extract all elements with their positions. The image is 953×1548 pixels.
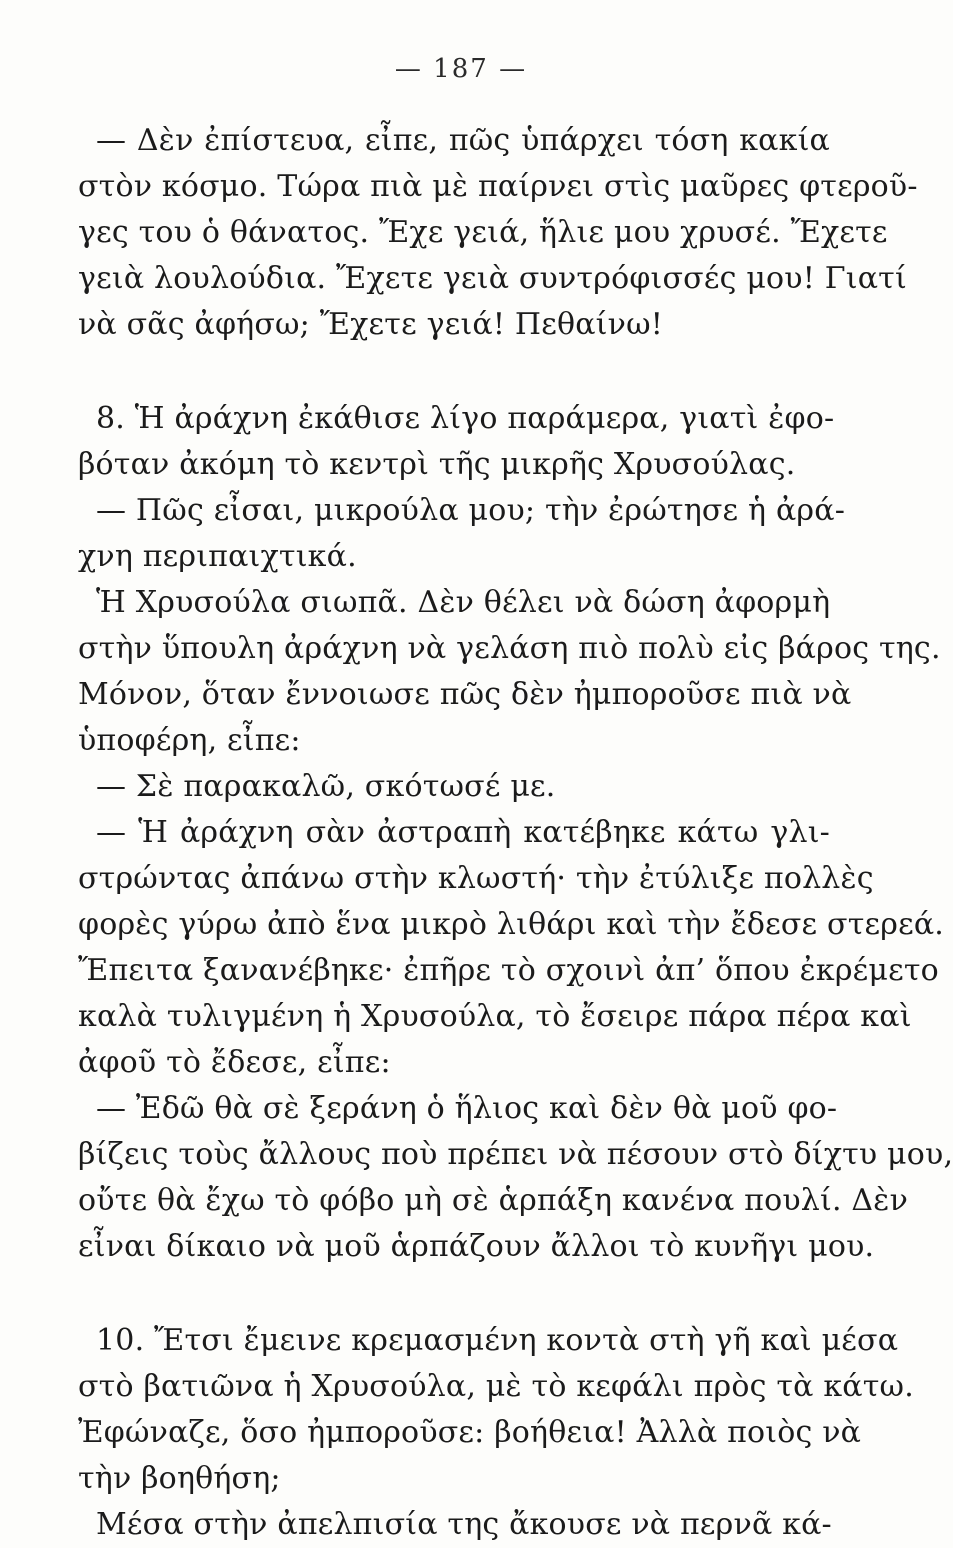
text-line: Μόνον, ὅταν ἔννοιωσε πῶς δὲν ἠμποροῦσε πιὰ νὰ	[78, 677, 852, 712]
text-line: καλὰ τυλιγμένη ἡ Χρυσούλα, τὸ ἔσειρε πάρα πέρα καὶ	[78, 999, 912, 1034]
text-line: βίζεις τοὺς ἄλλους ποὺ πρέπει νὰ πέσουν στὸ δίχτυ μου,	[78, 1137, 953, 1172]
text-line: — Ἡ ἀράχνη σὰν ἀστραπὴ κατέβηκε κάτω γλι-	[96, 815, 830, 850]
text-line: στὸ βατιῶνα ἡ Χρυσούλα, μὲ τὸ κεφάλι πρὸς τὰ κάτω.	[78, 1369, 914, 1404]
text-line: 10. Ἔτσι ἔμεινε κρεμασμένη κοντὰ στὴ γῆ καὶ μέσα	[96, 1323, 899, 1358]
paragraph	[78, 764, 830, 810]
paragraph-gap	[78, 348, 830, 396]
text-line: φορὲς γύρω ἀπὸ ἕνα μικρὸ λιθάρι καὶ τὴν ἔδεσε στερεά.	[78, 907, 945, 942]
text-line: Ἐφώναζε, ὅσο ἠμποροῦσε: βοήθεια! Ἀλλὰ ποιὸς νὰ	[78, 1415, 862, 1450]
text-line: γες του ὁ θάνατος. Ἔχε γειά, ἥλιε μου χρυσέ. Ἔχετε	[78, 215, 888, 250]
text-line: βόταν ἀκόμη τὸ κεντρὶ τῆς μικρῆς Χρυσούλας.	[78, 447, 796, 482]
text-line: — Σὲ παρακαλῶ, σκότωσέ με.	[96, 769, 556, 804]
paragraph	[78, 810, 945, 1086]
paragraph	[78, 118, 918, 348]
text-line: στὴν ὕπουλη ἀράχνη νὰ γελάση πιὸ πολὺ εἰς βάρος της.	[78, 631, 941, 666]
paragraph	[78, 580, 941, 764]
body-text	[78, 118, 953, 1548]
paragraph	[78, 1318, 914, 1502]
text-line: στρώντας ἀπάνω στὴν κλωστή· τὴν ἐτύλιξε πολλὲς	[78, 861, 874, 896]
text-line: ἀφοῦ τὸ ἔδεσε, εἶπε:	[78, 1045, 391, 1080]
text-line: — Ἐδῶ θὰ σὲ ξεράνη ὁ ἥλιος καὶ δὲν θὰ μοῦ φο-	[96, 1091, 838, 1126]
text-line: Ἡ Χρυσούλα σιωπᾶ. Δὲν θέλει νὰ δώση ἀφορμὴ	[96, 585, 831, 620]
text-line: χνη περιπαιχτικά.	[78, 539, 357, 574]
text-line: στὸν κόσμο. Τώρα πιὰ μὲ παίρνει στὶς μαῦρες φτεροῦ-	[78, 169, 918, 204]
text-line: Ἔπειτα ξανανέβηκε· ἐπῆρε τὸ σχοινὶ ἀπ’ ὅπου ἐκρέμετο	[78, 953, 939, 988]
text-line: οὔτε θὰ ἔχω τὸ φόβο μὴ σὲ ἁρπάξη κανένα πουλί. Δὲν	[78, 1183, 909, 1218]
paragraph	[78, 1502, 830, 1548]
text-line: 8. Ἡ ἀράχνη ἐκάθισε λίγο παράμερα, γιατὶ ἐφο-	[96, 401, 835, 436]
page-number: — 187 —	[394, 54, 528, 84]
text-line: ὑποφέρη, εἶπε:	[78, 723, 301, 758]
paragraph	[78, 1086, 953, 1270]
text-line: — Πῶς εἶσαι, μικρούλα μου; τὴν ἐρώτησε ἡ ἀρά-	[96, 493, 846, 528]
text-line: τὴν βοηθήση;	[78, 1461, 281, 1496]
paragraph	[78, 396, 835, 488]
text-line: εἶναι δίκαιο νὰ μοῦ ἁρπάζουν ἄλλοι τὸ κυνῆγι μου.	[78, 1229, 875, 1264]
text-line: γειὰ λουλούδια. Ἔχετε γειὰ συντρόφισσές μου! Γιατί	[78, 261, 907, 296]
paragraph	[78, 488, 846, 580]
text-line: νὰ σᾶς ἀφήσω; Ἔχετε γειά! Πεθαίνω!	[78, 307, 664, 342]
text-line: Μέσα στὴν ἀπελπισία της ἄκουσε νὰ περνᾶ κά-	[96, 1507, 832, 1542]
text-line: — Δὲν ἐπίστευα, εἶπε, πῶς ὑπάρχει τόση κακία	[96, 123, 830, 158]
paragraph-gap	[78, 1270, 830, 1318]
